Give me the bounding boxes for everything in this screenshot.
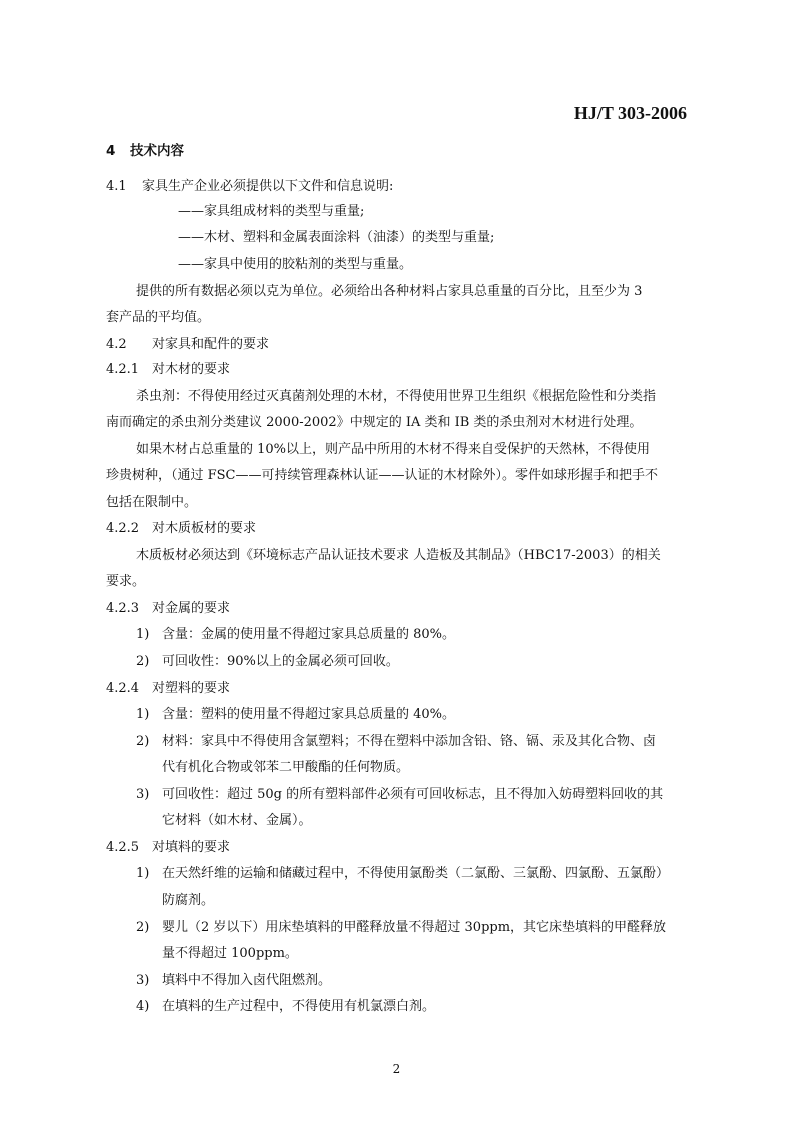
item-text: 填料中不得加入卤代阻燃剂。 xyxy=(162,973,332,988)
paragraph-line: 要求。 xyxy=(106,574,146,589)
clause-title: 对木质板材的要求 xyxy=(152,521,257,536)
clause-4-2-1 xyxy=(106,361,230,379)
clause-4-2-5 xyxy=(106,839,230,857)
item-text: 含量：塑料的使用量不得超过家具总质量的 40%。 xyxy=(162,707,456,722)
item-text: 在填料的生产过程中，不得使用有机氯漂白剂。 xyxy=(162,999,436,1014)
item-text-continued: 量不得超过 100ppm。 xyxy=(162,946,298,961)
clause-text: 家具生产企业必须提供以下文件和信息说明: xyxy=(142,179,394,194)
paragraph-line: 包括在限制中。 xyxy=(106,495,198,510)
clause-title: 对家具和配件的要求 xyxy=(152,337,270,352)
item-number: 2) xyxy=(136,654,150,669)
clause-4-1 xyxy=(106,178,393,196)
clause-title: 对填料的要求 xyxy=(152,840,231,855)
item-number: 4) xyxy=(136,999,150,1014)
item-text: 可回收性：90%以上的金属必须可回收。 xyxy=(162,654,399,669)
item-number: 3) xyxy=(136,787,150,802)
clause-number: 4.2.3 xyxy=(106,601,140,616)
list-item xyxy=(136,919,666,937)
item-number: 1) xyxy=(136,707,150,722)
clause-title: 对木材的要求 xyxy=(152,362,231,377)
paragraph-line: 珍贵树种，（通过 FSC——可持续管理森林认证——认证的木材除外）。零件如球形握手和把手不 xyxy=(106,468,659,483)
list-item xyxy=(136,786,663,804)
clause-number: 4.2.2 xyxy=(106,521,140,536)
clause-number: 4.2.5 xyxy=(106,840,140,855)
list-item xyxy=(136,733,656,751)
item-text: 含量：金属的使用量不得超过家具总质量的 80%。 xyxy=(162,627,456,642)
clause-number: 4.2.4 xyxy=(106,681,140,696)
list-item xyxy=(136,998,435,1016)
clause-number: 4.2.1 xyxy=(106,362,140,377)
clause-title: 对塑料的要求 xyxy=(152,681,231,696)
list-item xyxy=(136,706,455,724)
item-number: 1) xyxy=(136,866,150,881)
item-number: 1) xyxy=(136,627,150,642)
item-text-continued: 防腐剂。 xyxy=(162,893,215,908)
list-item xyxy=(136,865,669,883)
paragraph-line: 木质板材必须达到《环境标志产品认证技术要求 人造板及其制品》（HBC17-2003）的相关 xyxy=(136,548,661,563)
item-text: 婴儿（2 岁以下）用床垫填料的甲醛释放量不得超过 30ppm，其它床垫填料的甲醛释放 xyxy=(162,920,667,935)
item-text: 可回收性：超过 50g 的所有塑料部件必须有可回收标志，且不得加入妨碍塑料回收的其 xyxy=(162,787,664,802)
item-text-continued: 它材料（如木材、金属）。 xyxy=(162,813,312,828)
standard-code: HJ/T 303-2006 xyxy=(573,103,687,123)
list-item xyxy=(136,972,331,990)
paragraph-line: 杀虫剂：不得使用经过灭真菌剂处理的木材，不得使用世界卫生组织《根据危险性和分类指 xyxy=(136,389,657,404)
list-item: ——家具组成材料的类型与重量; xyxy=(178,204,365,219)
page-number: 2 xyxy=(392,1062,401,1076)
item-number: 3) xyxy=(136,973,150,988)
section-heading xyxy=(106,142,184,160)
clause-4-2-2 xyxy=(106,520,256,538)
clause-number: 4.1 xyxy=(106,179,127,194)
item-text-continued: 代有机化合物或邻苯二甲酸酯的任何物质。 xyxy=(162,760,410,775)
section-number: 4 xyxy=(106,143,116,159)
paragraph-line: 南而确定的杀虫剂分类建议 2000-2002》中规定的 IA 类和 IB 类的杀虫剂对木材进行处理。 xyxy=(106,415,643,430)
clause-4-2 xyxy=(106,336,269,354)
list-item: ——木材、塑料和金属表面涂料（油漆）的类型与重量; xyxy=(178,230,495,245)
paragraph-line: 套产品的平均值。 xyxy=(106,310,211,325)
item-text: 在天然纤维的运输和储藏过程中，不得使用氯酚类（二氯酚、三氯酚、四氯酚、五氯酚） xyxy=(162,866,670,881)
list-item xyxy=(136,653,399,671)
section-title: 技术内容 xyxy=(130,143,184,159)
clause-title: 对金属的要求 xyxy=(152,601,231,616)
clause-4-2-3 xyxy=(106,600,230,618)
item-number: 2) xyxy=(136,734,150,749)
clause-4-2-4 xyxy=(106,680,230,698)
paragraph-line: 如果木材占总重量的 10%以上，则产品中所用的木材不得来自受保护的天然林，不得使用 xyxy=(136,442,651,457)
item-number: 2) xyxy=(136,920,150,935)
paragraph-line: 提供的所有数据必须以克为单位。必须给出各种材料占家具总重量的百分比，且至少为 3 xyxy=(136,284,643,299)
list-item: ——家具中使用的胶粘剂的类型与重量。 xyxy=(178,257,413,272)
item-text: 材料：家具中不得使用含氯塑料；不得在塑料中添加含铅、铬、镉、汞及其化合物、卤 xyxy=(162,734,657,749)
clause-number: 4.2 xyxy=(106,337,127,352)
list-item xyxy=(136,626,455,644)
